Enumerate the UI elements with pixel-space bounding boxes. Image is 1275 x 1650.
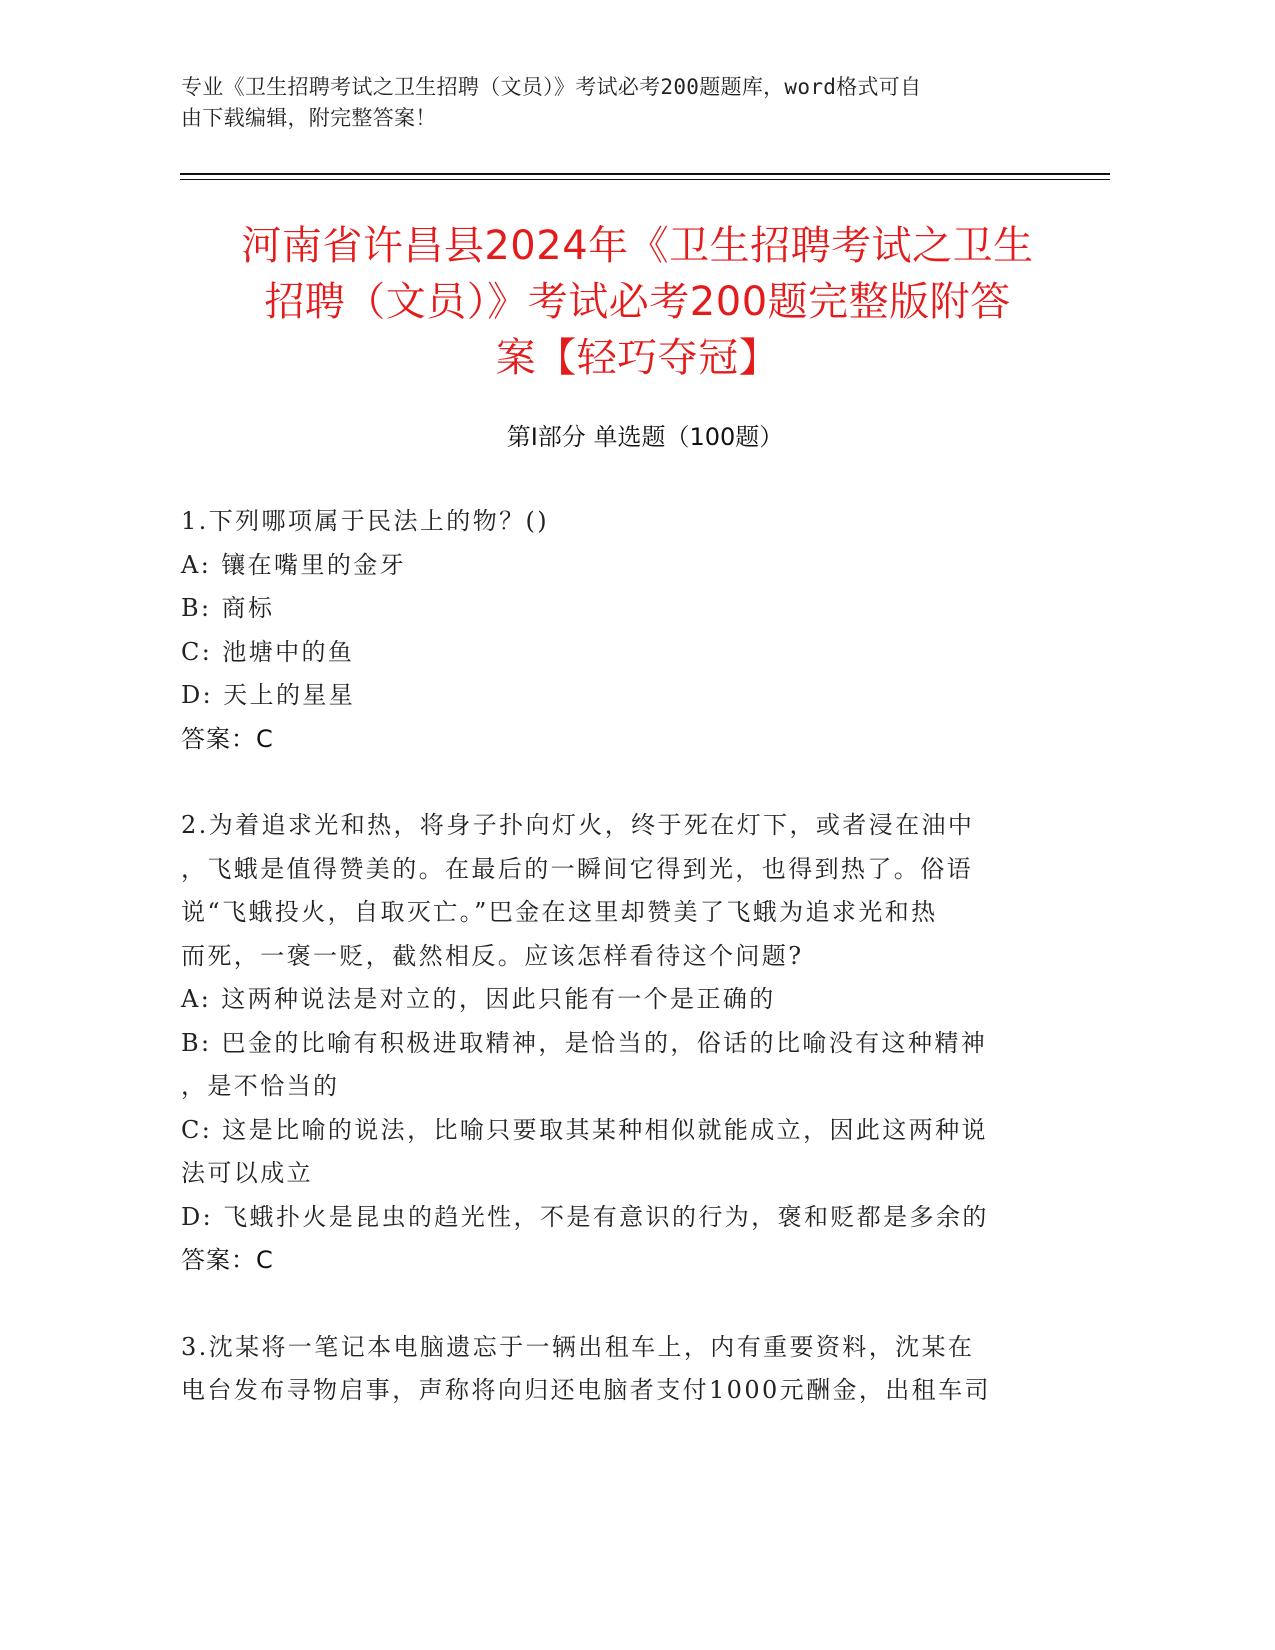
answer-option-line: B: 巴金的比喻有积极进取精神，是恰当的，俗话的比喻没有这种精神 xyxy=(181,1028,988,1057)
answer-key: 答案：C xyxy=(181,1246,274,1274)
question-item xyxy=(181,1326,1041,1413)
answer-option-line: ，是不恰当的 xyxy=(181,1072,340,1100)
section-heading: 第Ⅰ部分 单选题（100题） xyxy=(506,423,784,451)
answer-option-line: B: 商标 xyxy=(181,594,275,622)
question-stem-line: 2.为着追求光和热，将身子扑向灯火，终于死在灯下，或者浸在油中 xyxy=(181,811,975,839)
header-note-line: 由下载编辑，附完整答案！ xyxy=(181,106,437,130)
answer-option-line: C: 池塘中的鱼 xyxy=(181,637,355,666)
question-stem-line: 1.下列哪项属于民法上的物？() xyxy=(181,507,550,535)
document-title-line: 案【轻巧夺冠】 xyxy=(495,335,780,381)
question-stem-line: 3.沈某将一笔记本电脑遗忘于一辆出租车上，内有重要资料，沈某在 xyxy=(181,1332,975,1361)
question-item xyxy=(181,500,1041,761)
document-title xyxy=(170,218,1105,386)
document-title-line: 招聘（文员）》考试必考200题完整版附答 xyxy=(264,279,1011,325)
question-stem-line: ，飞蛾是值得赞美的。在最后的一瞬间它得到光，也得到热了。俗语 xyxy=(181,854,973,883)
answer-option-line: C: 这是比喻的说法，比喻只要取其某种相似就能成立，因此这两种说 xyxy=(181,1115,988,1144)
header-note xyxy=(181,72,1061,134)
answer-option-line: D: 飞蛾扑火是昆虫的趋光性，不是有意识的行为，褒和贬都是多余的 xyxy=(181,1202,989,1231)
answer-option-line: A: 镶在嘴里的金牙 xyxy=(181,550,407,579)
answer-option-line: D: 天上的星星 xyxy=(181,681,356,709)
question-stem-line: 说“飞蛾投火，自取灭亡。”巴金在这里却赞美了飞蛾为追求光和热 xyxy=(181,898,938,926)
question-list xyxy=(181,500,1041,1456)
document-title-line: 河南省许昌县2024年《卫生招聘考试之卫生 xyxy=(241,223,1034,269)
header-divider-thin xyxy=(180,179,1110,180)
question-stem-line: 电台发布寻物启事，声称将向归还电脑者支付1000元酬金，出租车司 xyxy=(181,1376,991,1404)
header-note-line: 专业《卫生招聘考试之卫生招聘（文员）》考试必考200题题库，word格式可自 xyxy=(181,75,922,99)
question-stem-line: 而死，一褒一贬，截然相反。应该怎样看待这个问题? xyxy=(181,941,804,970)
answer-key: 答案：C xyxy=(181,724,274,753)
answer-option-line: A: 这两种说法是对立的，因此只能有一个是正确的 xyxy=(181,985,776,1013)
header-divider-thick xyxy=(180,173,1110,175)
question-item xyxy=(181,804,1041,1283)
answer-option-line: 法可以成立 xyxy=(181,1159,313,1187)
